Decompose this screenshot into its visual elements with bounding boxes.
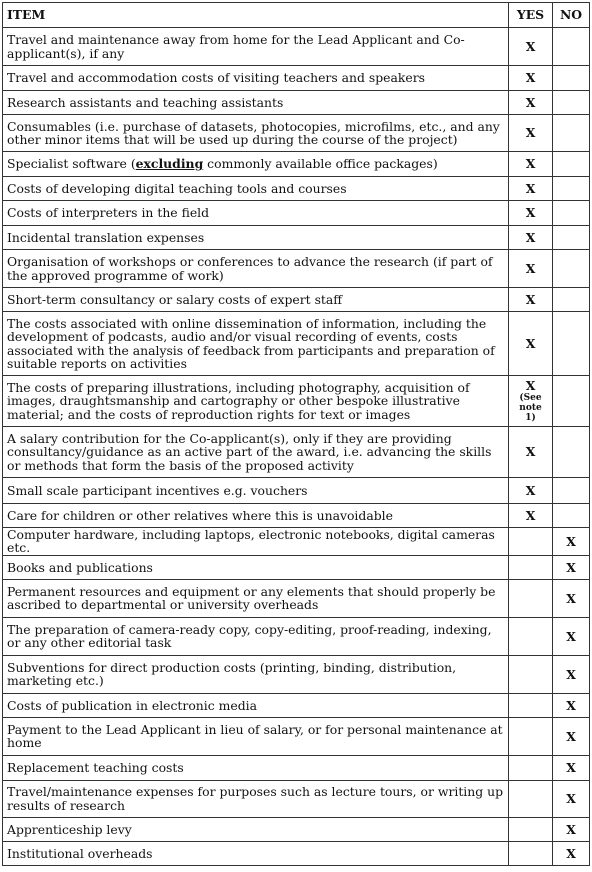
- table-row: [3, 28, 590, 66]
- yes-cell: [509, 115, 553, 152]
- table-row: [3, 312, 590, 376]
- yes-mark: X: [525, 205, 536, 221]
- table-row: [3, 115, 590, 152]
- no-cell: [553, 177, 590, 201]
- table-row: [3, 528, 590, 556]
- yes-mark: X: [525, 444, 536, 460]
- no-cell: [553, 28, 590, 66]
- no-cell: [553, 655, 590, 693]
- yes-cell: [509, 288, 553, 312]
- no-cell: [553, 579, 590, 617]
- yes-cell: [509, 66, 553, 91]
- yes-mark: X: [525, 482, 536, 498]
- header-row: [3, 3, 590, 28]
- no-cell: [553, 66, 590, 91]
- table-row: [3, 817, 590, 841]
- yes-cell: [509, 755, 553, 780]
- item-cell: A salary contribution for the Co-applicant(s), only if they are providing consultancy/guidance as an active part of the award, i.e. advancing the skills or methods that form the basis of the proposed activity: [3, 427, 509, 478]
- item-cell: Replacement teaching costs: [3, 755, 509, 780]
- yes-cell: [509, 717, 553, 755]
- yes-mark: X: [525, 180, 536, 196]
- yes-cell: [509, 555, 553, 579]
- table-row: [3, 504, 590, 528]
- header-yes: YES: [509, 3, 553, 28]
- item-cell: Care for children or other relatives where this is unavoidable: [3, 504, 509, 528]
- item-cell: Costs of developing digital teaching tools and courses: [3, 177, 509, 201]
- yes-mark: X: [525, 70, 536, 86]
- table-row: [3, 376, 590, 427]
- yes-mark: X: [525, 38, 536, 54]
- no-cell: [553, 250, 590, 288]
- no-cell: [553, 201, 590, 226]
- item-cell: Research assistants and teaching assistants: [3, 91, 509, 115]
- eligible-costs-table: [2, 2, 590, 866]
- table-row: [3, 201, 590, 226]
- item-cell: Subventions for direct production costs (printing, binding, distribution, marketing etc.): [3, 655, 509, 693]
- no-cell: [553, 427, 590, 478]
- no-cell: [553, 693, 590, 717]
- no-mark: X: [566, 533, 576, 549]
- no-cell: [553, 717, 590, 755]
- no-cell: [553, 755, 590, 780]
- item-cell: Institutional overheads: [3, 841, 509, 865]
- item-text-emphasis: excluding: [135, 156, 204, 172]
- no-cell: [553, 528, 590, 556]
- table-row: [3, 427, 590, 478]
- item-cell: Organisation of workshops or conferences to advance the research (if part of the approved programme of work): [3, 250, 509, 288]
- item-cell: Incidental translation expenses: [3, 226, 509, 250]
- yes-cell: [509, 312, 553, 376]
- yes-mark: X: [525, 229, 536, 245]
- yes-cell: [509, 780, 553, 817]
- yes-cell: [509, 617, 553, 655]
- no-cell: [553, 617, 590, 655]
- yes-note: (See note 1): [519, 392, 542, 423]
- item-cell: Computer hardware, including laptops, electronic notebooks, digital cameras etc.: [3, 528, 509, 556]
- yes-cell: [509, 91, 553, 115]
- table-row: [3, 755, 590, 780]
- yes-cell: [509, 28, 553, 66]
- yes-mark: X: [525, 335, 536, 351]
- yes-cell: [509, 152, 553, 177]
- yes-cell: [509, 201, 553, 226]
- no-mark: X: [566, 845, 576, 861]
- table-row: [3, 555, 590, 579]
- item-cell: The costs of preparing illustrations, including photography, acquisition of images, draughtsmanship and cartography or other bespoke illustrative material; and the costs of reproduction rights for text or images: [3, 376, 509, 427]
- item-cell: Costs of publication in electronic media: [3, 693, 509, 717]
- table-row: [3, 66, 590, 91]
- yes-cell: [509, 427, 553, 478]
- no-mark: X: [566, 728, 576, 744]
- no-cell: [553, 152, 590, 177]
- table-row: [3, 841, 590, 865]
- yes-cell: [509, 226, 553, 250]
- item-cell: The preparation of camera-ready copy, copy-editing, proof-reading, indexing, or any other editorial task: [3, 617, 509, 655]
- no-cell: [553, 841, 590, 865]
- table-row: [3, 250, 590, 288]
- no-cell: [553, 504, 590, 528]
- header-no: NO: [553, 3, 590, 28]
- item-cell: Apprenticeship levy: [3, 817, 509, 841]
- yes-cell: [509, 693, 553, 717]
- table-row: [3, 617, 590, 655]
- table-row: [3, 717, 590, 755]
- no-mark: X: [566, 697, 576, 713]
- table-row: [3, 152, 590, 177]
- yes-mark: X: [525, 125, 536, 141]
- yes-cell: [509, 504, 553, 528]
- yes-mark: X: [525, 156, 536, 172]
- item-cell: [3, 152, 509, 177]
- item-cell: The costs associated with online dissemination of information, including the development of podcasts, audio and/or visual recording of events, costs associated with the analysis of feedback from participants and preparation of suitable reports on activities: [3, 312, 509, 376]
- yes-cell: [509, 655, 553, 693]
- item-cell: Short-term consultancy or salary costs of expert staff: [3, 288, 509, 312]
- no-cell: [553, 780, 590, 817]
- item-cell: Small scale participant incentives e.g. vouchers: [3, 478, 509, 504]
- item-cell: Permanent resources and equipment or any elements that should properly be ascribed to departmental or university overheads: [3, 579, 509, 617]
- yes-cell: [509, 528, 553, 556]
- yes-cell: [509, 817, 553, 841]
- item-cell: Travel/maintenance expenses for purposes such as lecture tours, or writing up results of research: [3, 780, 509, 817]
- no-cell: [553, 115, 590, 152]
- no-cell: [553, 817, 590, 841]
- no-mark: X: [566, 628, 576, 644]
- no-cell: [553, 226, 590, 250]
- item-cell: Consumables (i.e. purchase of datasets, photocopies, microfilms, etc., and any other minor items that will be used up during the course of the project): [3, 115, 509, 152]
- no-cell: [553, 91, 590, 115]
- yes-cell: [509, 841, 553, 865]
- no-mark: X: [566, 760, 576, 776]
- item-cell: Costs of interpreters in the field: [3, 201, 509, 226]
- no-mark: X: [566, 559, 576, 575]
- no-cell: [553, 312, 590, 376]
- no-mark: X: [566, 791, 576, 807]
- item-cell: Travel and maintenance away from home for the Lead Applicant and Co-applicant(s), if any: [3, 28, 509, 66]
- yes-mark: X: [525, 291, 536, 307]
- item-text: Specialist software (: [7, 156, 136, 172]
- table-row: [3, 478, 590, 504]
- no-mark: X: [566, 821, 576, 837]
- item-text: commonly available office packages): [203, 156, 438, 172]
- table-body: [3, 28, 590, 866]
- no-cell: [553, 478, 590, 504]
- no-cell: [553, 288, 590, 312]
- yes-cell: [509, 579, 553, 617]
- item-cell: Travel and accommodation costs of visiting teachers and speakers: [3, 66, 509, 91]
- yes-mark: X: [525, 260, 536, 276]
- yes-mark: X: [525, 507, 536, 523]
- yes-cell: [509, 376, 553, 427]
- table-row: [3, 226, 590, 250]
- no-mark: X: [566, 666, 576, 682]
- no-cell: [553, 376, 590, 427]
- table-row: [3, 579, 590, 617]
- yes-mark: X: [525, 378, 536, 394]
- table-row: [3, 693, 590, 717]
- yes-mark: X: [525, 94, 536, 110]
- yes-cell: [509, 250, 553, 288]
- no-cell: [553, 555, 590, 579]
- table-row: [3, 780, 590, 817]
- item-cell: Payment to the Lead Applicant in lieu of salary, or for personal maintenance at home: [3, 717, 509, 755]
- table-row: [3, 177, 590, 201]
- yes-cell: [509, 177, 553, 201]
- table-row: [3, 655, 590, 693]
- table-row: [3, 288, 590, 312]
- header-item: ITEM: [3, 3, 509, 28]
- no-mark: X: [566, 590, 576, 606]
- table-row: [3, 91, 590, 115]
- yes-cell: [509, 478, 553, 504]
- item-cell: Books and publications: [3, 555, 509, 579]
